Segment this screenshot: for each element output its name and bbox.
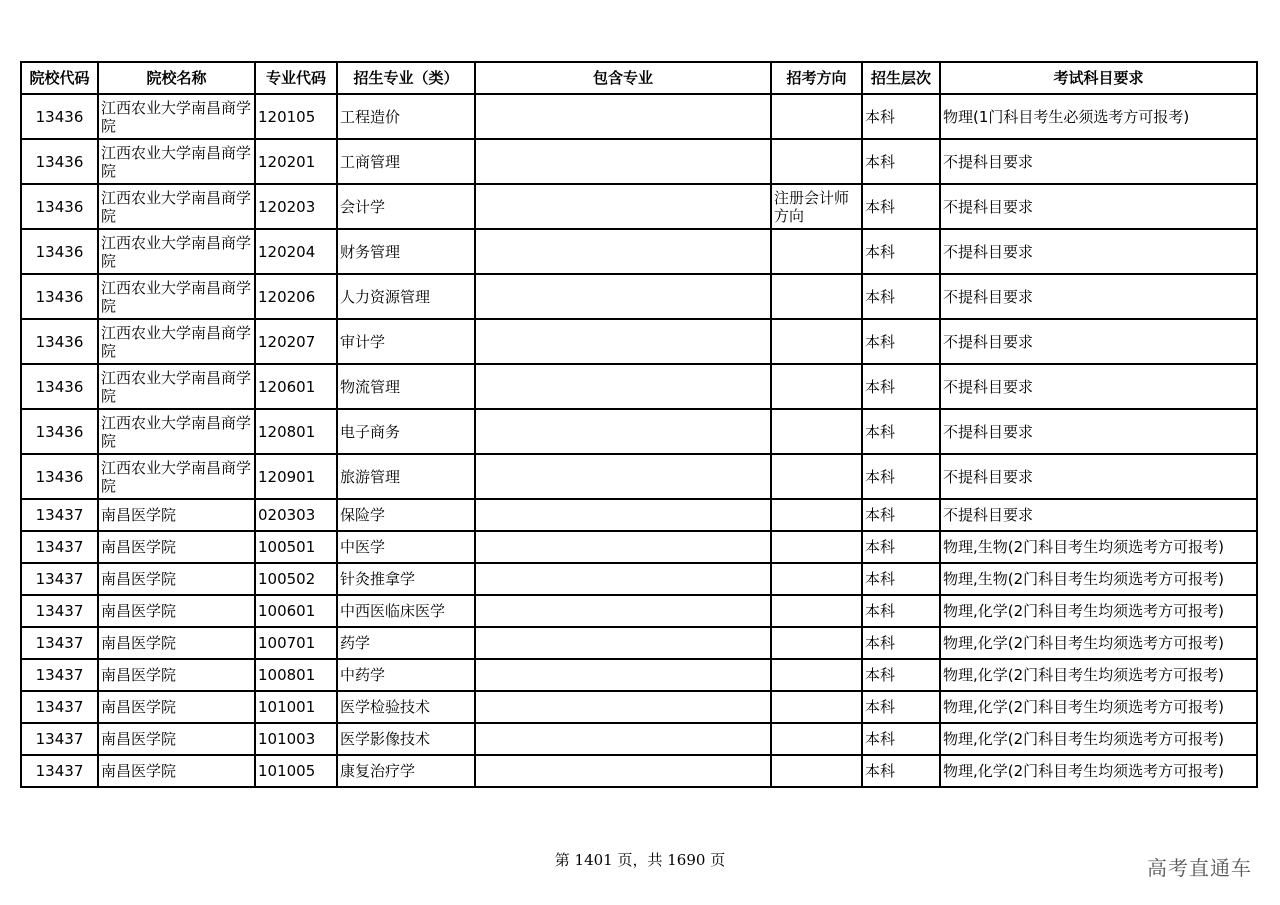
cell-included-majors [475,229,771,274]
cell-direction [771,691,862,723]
cell-direction: 注册会计师方向 [771,184,862,229]
cell-school-code: 13437 [21,659,98,691]
header-subject-requirement: 考试科目要求 [940,62,1257,94]
cell-subject-requirement: 物理,化学(2门科目考生均须选考方可报考) [940,659,1257,691]
cell-level: 本科 [862,139,940,184]
cell-school-name: 南昌医学院 [98,691,255,723]
cell-level: 本科 [862,364,940,409]
cell-major-code: 120801 [255,409,337,454]
cell-level: 本科 [862,319,940,364]
cell-major-code: 120207 [255,319,337,364]
cell-school-name: 南昌医学院 [98,659,255,691]
cell-school-name: 南昌医学院 [98,499,255,531]
cell-major: 旅游管理 [337,454,475,499]
cell-major-code: 120901 [255,454,337,499]
cell-direction [771,94,862,139]
cell-direction [771,499,862,531]
cell-school-code: 13437 [21,691,98,723]
table-row [21,691,1257,723]
cell-direction [771,627,862,659]
cell-school-code: 13436 [21,94,98,139]
table-row [21,563,1257,595]
cell-subject-requirement: 物理,化学(2门科目考生均须选考方可报考) [940,755,1257,787]
cell-level: 本科 [862,563,940,595]
cell-major-code: 100502 [255,563,337,595]
cell-direction [771,409,862,454]
cell-major: 医学影像技术 [337,723,475,755]
cell-subject-requirement: 物理,生物(2门科目考生均须选考方可报考) [940,563,1257,595]
cell-major: 工程造价 [337,94,475,139]
table-row [21,454,1257,499]
cell-subject-requirement: 不提科目要求 [940,319,1257,364]
cell-included-majors [475,595,771,627]
cell-included-majors [475,531,771,563]
cell-school-code: 13436 [21,229,98,274]
cell-major-code: 120204 [255,229,337,274]
cell-major: 中医学 [337,531,475,563]
table-row [21,229,1257,274]
cell-level: 本科 [862,755,940,787]
cell-school-name: 江西农业大学南昌商学院 [98,139,255,184]
cell-major-code: 100501 [255,531,337,563]
cell-subject-requirement: 物理(1门科目考生必须选考方可报考) [940,94,1257,139]
cell-level: 本科 [862,531,940,563]
cell-major-code: 101005 [255,755,337,787]
cell-included-majors [475,723,771,755]
cell-major-code: 120203 [255,184,337,229]
cell-school-code: 13436 [21,409,98,454]
cell-level: 本科 [862,691,940,723]
cell-level: 本科 [862,499,940,531]
cell-major: 财务管理 [337,229,475,274]
page-number: 第 1401 页，共 1690 页 [554,851,726,869]
cell-direction [771,659,862,691]
cell-level: 本科 [862,94,940,139]
watermark: 高考直通车 [1147,856,1252,880]
cell-major-code: 100801 [255,659,337,691]
table-row [21,94,1257,139]
cell-subject-requirement: 不提科目要求 [940,274,1257,319]
table-row [21,364,1257,409]
cell-subject-requirement: 物理,化学(2门科目考生均须选考方可报考) [940,595,1257,627]
cell-school-name: 南昌医学院 [98,627,255,659]
cell-school-name: 江西农业大学南昌商学院 [98,274,255,319]
cell-direction [771,723,862,755]
cell-school-code: 13436 [21,274,98,319]
cell-major: 中西医临床医学 [337,595,475,627]
cell-school-code: 13437 [21,627,98,659]
cell-school-code: 13436 [21,139,98,184]
cell-school-name: 江西农业大学南昌商学院 [98,94,255,139]
header-major: 招生专业（类） [337,62,475,94]
header-school-code: 院校代码 [21,62,98,94]
cell-subject-requirement: 不提科目要求 [940,184,1257,229]
cell-direction [771,755,862,787]
cell-school-code: 13437 [21,723,98,755]
table-row [21,139,1257,184]
cell-major: 保险学 [337,499,475,531]
cell-major-code: 101003 [255,723,337,755]
cell-included-majors [475,139,771,184]
cell-direction [771,274,862,319]
cell-included-majors [475,454,771,499]
header-row [21,62,1257,94]
cell-school-code: 13437 [21,531,98,563]
cell-major: 物流管理 [337,364,475,409]
cell-school-code: 13437 [21,755,98,787]
cell-direction [771,364,862,409]
table-row [21,274,1257,319]
cell-subject-requirement: 不提科目要求 [940,409,1257,454]
cell-included-majors [475,409,771,454]
cell-direction [771,229,862,274]
cell-major-code: 020303 [255,499,337,531]
header-school-name: 院校名称 [98,62,255,94]
cell-level: 本科 [862,723,940,755]
cell-school-name: 南昌医学院 [98,723,255,755]
cell-major-code: 100601 [255,595,337,627]
cell-major: 电子商务 [337,409,475,454]
table-row [21,184,1257,229]
cell-included-majors [475,364,771,409]
cell-level: 本科 [862,659,940,691]
cell-included-majors [475,319,771,364]
table-row [21,723,1257,755]
cell-major-code: 100701 [255,627,337,659]
cell-school-code: 13436 [21,319,98,364]
cell-included-majors [475,659,771,691]
cell-included-majors [475,691,771,723]
cell-major-code: 120601 [255,364,337,409]
cell-subject-requirement: 物理,生物(2门科目考生均须选考方可报考) [940,531,1257,563]
cell-direction [771,563,862,595]
cell-school-code: 13437 [21,595,98,627]
cell-included-majors [475,563,771,595]
cell-school-code: 13436 [21,454,98,499]
cell-major: 康复治疗学 [337,755,475,787]
table-row [21,755,1257,787]
cell-level: 本科 [862,409,940,454]
cell-subject-requirement: 不提科目要求 [940,364,1257,409]
cell-subject-requirement: 不提科目要求 [940,139,1257,184]
cell-included-majors [475,627,771,659]
cell-major-code: 120206 [255,274,337,319]
cell-subject-requirement: 不提科目要求 [940,229,1257,274]
cell-major: 药学 [337,627,475,659]
table-row [21,627,1257,659]
cell-major: 审计学 [337,319,475,364]
cell-school-name: 江西农业大学南昌商学院 [98,319,255,364]
cell-school-name: 江西农业大学南昌商学院 [98,229,255,274]
table-row [21,531,1257,563]
header-direction: 招考方向 [771,62,862,94]
cell-major-code: 101001 [255,691,337,723]
cell-school-name: 南昌医学院 [98,595,255,627]
cell-major-code: 120105 [255,94,337,139]
table-row [21,659,1257,691]
cell-level: 本科 [862,454,940,499]
admission-table [20,61,1258,788]
cell-subject-requirement: 物理,化学(2门科目考生均须选考方可报考) [940,691,1257,723]
cell-subject-requirement: 物理,化学(2门科目考生均须选考方可报考) [940,627,1257,659]
header-included-majors: 包含专业 [475,62,771,94]
cell-major: 医学检验技术 [337,691,475,723]
cell-direction [771,531,862,563]
header-major-code: 专业代码 [255,62,337,94]
cell-major: 针灸推拿学 [337,563,475,595]
cell-major: 工商管理 [337,139,475,184]
cell-included-majors [475,499,771,531]
cell-school-code: 13436 [21,364,98,409]
cell-included-majors [475,184,771,229]
cell-school-code: 13437 [21,563,98,595]
header-level: 招生层次 [862,62,940,94]
cell-major: 会计学 [337,184,475,229]
cell-school-name: 南昌医学院 [98,563,255,595]
cell-direction [771,139,862,184]
cell-major: 中药学 [337,659,475,691]
cell-included-majors [475,755,771,787]
cell-school-name: 南昌医学院 [98,755,255,787]
cell-direction [771,454,862,499]
cell-included-majors [475,94,771,139]
cell-level: 本科 [862,184,940,229]
cell-subject-requirement: 物理,化学(2门科目考生均须选考方可报考) [940,723,1257,755]
table-row [21,499,1257,531]
table-row [21,319,1257,364]
table-row [21,595,1257,627]
cell-subject-requirement: 不提科目要求 [940,499,1257,531]
cell-subject-requirement: 不提科目要求 [940,454,1257,499]
cell-level: 本科 [862,595,940,627]
cell-school-name: 江西农业大学南昌商学院 [98,409,255,454]
cell-level: 本科 [862,627,940,659]
cell-level: 本科 [862,274,940,319]
cell-level: 本科 [862,229,940,274]
cell-school-name: 江西农业大学南昌商学院 [98,454,255,499]
cell-school-name: 江西农业大学南昌商学院 [98,364,255,409]
cell-school-code: 13437 [21,499,98,531]
cell-school-name: 南昌医学院 [98,531,255,563]
cell-major-code: 120201 [255,139,337,184]
cell-school-name: 江西农业大学南昌商学院 [98,184,255,229]
cell-included-majors [475,274,771,319]
cell-major: 人力资源管理 [337,274,475,319]
cell-direction [771,595,862,627]
cell-direction [771,319,862,364]
table-row [21,409,1257,454]
cell-school-code: 13436 [21,184,98,229]
